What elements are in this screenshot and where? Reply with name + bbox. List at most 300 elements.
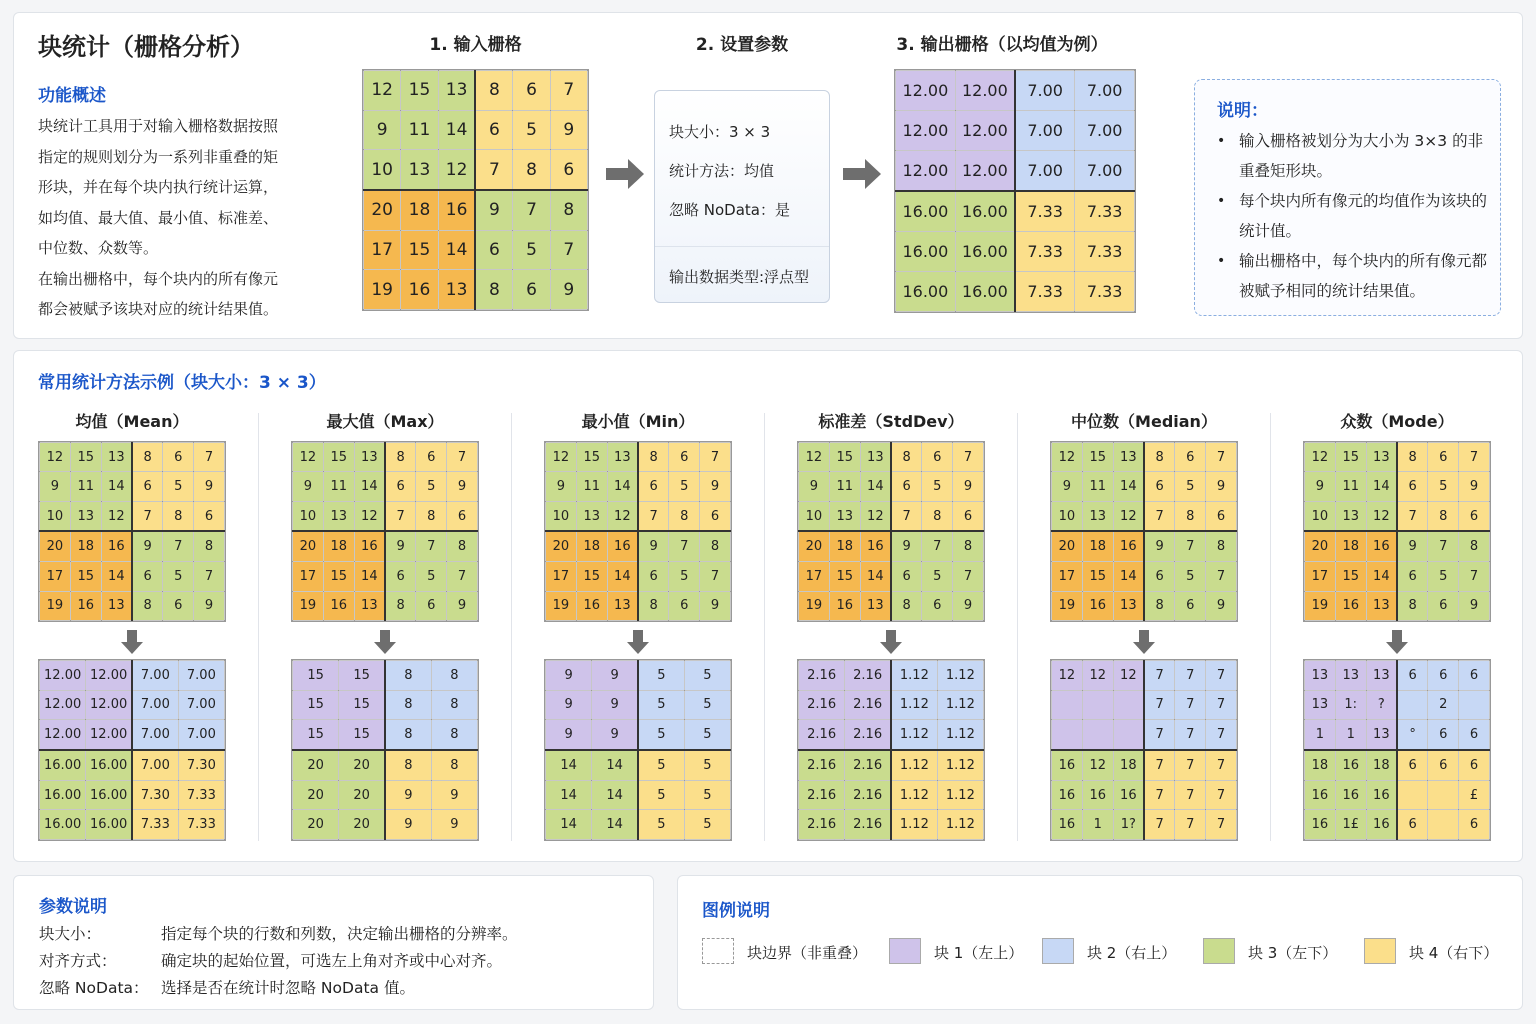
grid-cell: 10: [1305, 501, 1336, 531]
grid-row: [799, 591, 984, 620]
grid-cell: 13: [1305, 661, 1336, 691]
grid-row: [293, 690, 478, 720]
grid-cell: 9: [799, 472, 830, 501]
grid-cell: 14: [438, 110, 475, 150]
grid-cell: 17: [799, 562, 830, 591]
param-explain-heading: 参数说明: [39, 897, 107, 917]
grid-cell: 16: [1335, 780, 1366, 810]
grid-cell: 6: [1428, 720, 1459, 750]
output-raster-grid: [895, 70, 1135, 312]
grid-row: [799, 472, 984, 501]
grid-row: [799, 720, 984, 750]
grid-cell: 8: [163, 501, 194, 531]
step-input-title: 1. 输入栅格: [429, 35, 522, 55]
grid-cell: 1: [1082, 810, 1113, 840]
grid-cell: 6: [1459, 501, 1490, 531]
grid-cell: [1082, 690, 1113, 720]
grid-row: [1052, 591, 1237, 620]
grid-cell: 13: [1113, 591, 1144, 620]
grid-cell: 5: [638, 720, 684, 750]
grid-row: [364, 270, 588, 310]
grid-row: [1305, 531, 1490, 561]
grid-cell: 7: [1175, 780, 1206, 810]
grid-cell: [1113, 690, 1144, 720]
grid-cell: 17: [40, 562, 71, 591]
grid-cell: 13: [101, 443, 132, 472]
grid-cell: 1.12: [937, 661, 983, 691]
grid-cell: 13: [1113, 443, 1144, 472]
grid-cell: 6: [132, 472, 163, 501]
grid-cell: 16.00: [40, 810, 86, 840]
grid-cell: 18: [576, 531, 607, 561]
grid-cell: 9: [1397, 531, 1428, 561]
grid-row: [1305, 750, 1490, 780]
grid-row: [799, 501, 984, 531]
grid-cell: [1052, 720, 1083, 750]
grid-cell: 14: [1366, 562, 1397, 591]
grid-row: [293, 531, 478, 561]
grid-cell: 6: [385, 562, 416, 591]
grid-cell: 12.00: [40, 661, 86, 691]
grid-cell: 10: [364, 150, 401, 190]
grid-cell: 16.00: [896, 232, 956, 272]
grid-cell: ?: [1366, 690, 1397, 720]
grid-cell: 6: [922, 591, 953, 620]
grid-cell: 6: [1428, 443, 1459, 472]
legend-label: 块 4（右下）: [1409, 944, 1499, 962]
grid-cell: 8: [638, 591, 669, 620]
param-label-block-size: 块大小：: [39, 925, 102, 943]
grid-cell: 8: [431, 690, 477, 720]
parameter-box: [654, 90, 830, 303]
grid-cell: 15: [1335, 443, 1366, 472]
grid-cell: 9: [431, 780, 477, 810]
grid-row: [1052, 780, 1237, 810]
grid-cell: 5: [684, 750, 730, 780]
grid-cell: 13: [438, 71, 475, 111]
grid-cell: 7: [953, 443, 984, 472]
grid-cell: 6: [891, 472, 922, 501]
overview-description: [38, 111, 328, 325]
grid-row: [896, 110, 1135, 150]
grid-cell: 8: [447, 531, 478, 561]
grid-cell: 6: [163, 591, 194, 620]
grid-cell: 13: [438, 270, 475, 310]
grid-cell: 14: [592, 780, 638, 810]
method-title: 中位数（Median）: [1071, 412, 1217, 431]
grid-cell: 12.00: [896, 71, 956, 111]
grid-cell: 13: [1305, 690, 1336, 720]
grid-cell: 7: [447, 562, 478, 591]
grid-cell: 13: [860, 443, 891, 472]
grid-cell: £: [1459, 780, 1490, 810]
grid-cell: 8: [700, 531, 731, 561]
grid-cell: 8: [922, 501, 953, 531]
legend-swatch: [1203, 938, 1235, 964]
grid-cell: 2.16: [799, 690, 845, 720]
grid-cell: 7.33: [1015, 191, 1075, 232]
grid-cell: 7: [1175, 661, 1206, 691]
grid-cell: 12: [40, 443, 71, 472]
grid-cell: 18: [323, 531, 354, 561]
grid-row: [40, 531, 225, 561]
grid-cell: 9: [550, 270, 587, 310]
grid-cell: [1113, 720, 1144, 750]
grid-cell: 7: [1144, 690, 1175, 720]
method-title: 均值（Mean）: [75, 412, 189, 431]
grid-cell: 16: [1335, 591, 1366, 620]
grid-cell: 16: [70, 591, 101, 620]
grid-cell: 8: [513, 150, 550, 190]
grid-cell: 16: [1113, 780, 1144, 810]
grid-cell: 16: [401, 270, 438, 310]
grid-cell: 12.00: [86, 661, 132, 691]
grid-cell: 6: [416, 443, 447, 472]
grid-row: [40, 720, 225, 750]
grid-cell: 8: [669, 501, 700, 531]
grid-cell: 6: [638, 562, 669, 591]
grid-cell: 7: [447, 443, 478, 472]
grid-cell: [1082, 720, 1113, 750]
grid-cell: 2.16: [799, 720, 845, 750]
input-raster-grid: [363, 70, 588, 310]
grid-cell: 15: [293, 661, 339, 691]
grid-cell: 8: [638, 443, 669, 472]
grid-cell: 18: [1366, 750, 1397, 780]
grid-row: [1052, 690, 1237, 720]
grid-cell: 16: [323, 591, 354, 620]
grid-cell: 14: [101, 472, 132, 501]
grid-row: [546, 661, 731, 691]
grid-cell: 13: [401, 150, 438, 190]
grid-row: [293, 472, 478, 501]
grid-cell: 12: [607, 501, 638, 531]
grid-cell: 16: [576, 591, 607, 620]
grid-row: [40, 591, 225, 620]
grid-cell: 16.00: [896, 191, 956, 232]
param-text-alignment: 确定块的起始位置，可选左上角对齐或中心对齐。: [161, 952, 503, 970]
grid-cell: 13: [101, 591, 132, 620]
grid-cell: 7: [1144, 720, 1175, 750]
grid-cell: 9: [1052, 472, 1083, 501]
grid-cell: 11: [70, 472, 101, 501]
grid-row: [1305, 562, 1490, 591]
grid-cell: 8: [132, 591, 163, 620]
grid-cell: 1: [1335, 720, 1366, 750]
grid-cell: 14: [546, 810, 592, 840]
grid-cell: 7: [1144, 501, 1175, 531]
method-input-grid: [292, 442, 478, 621]
grid-row: [896, 232, 1135, 272]
grid-row: [799, 690, 984, 720]
method-input-grid: [545, 442, 731, 621]
grid-cell: 5: [1175, 562, 1206, 591]
grid-cell: 16.00: [955, 272, 1015, 312]
grid-cell: 2.16: [799, 750, 845, 780]
grid-cell: 2.16: [845, 690, 891, 720]
grid-cell: 2.16: [845, 810, 891, 840]
param-text-block-size: 指定每个块的行数和列数，决定输出栅格的分辨率。: [161, 925, 518, 943]
grid-row: [293, 562, 478, 591]
grid-cell: 7: [1144, 661, 1175, 691]
grid-cell: 13: [354, 443, 385, 472]
grid-cell: 9: [592, 720, 638, 750]
grid-cell: 7: [1459, 443, 1490, 472]
grid-cell: 7: [416, 531, 447, 561]
grid-row: [40, 501, 225, 531]
grid-cell: 8: [431, 750, 477, 780]
grid-cell: 7: [1428, 531, 1459, 561]
param-output-type: 输出数据类型:浮点型: [669, 268, 810, 286]
grid-cell: 9: [1459, 472, 1490, 501]
grid-cell: 5: [513, 230, 550, 270]
grid-cell: 16: [438, 190, 475, 230]
grid-cell: 13: [1335, 501, 1366, 531]
grid-cell: °: [1397, 720, 1428, 750]
grid-cell: 7.00: [178, 661, 224, 691]
grid-cell: 15: [1335, 562, 1366, 591]
grid-cell: 2: [1428, 690, 1459, 720]
grid-cell: 9: [1206, 591, 1237, 620]
grid-cell: 9: [891, 531, 922, 561]
grid-cell: 6: [513, 270, 550, 310]
grid-cell: 8: [891, 591, 922, 620]
grid-cell: 12: [1052, 661, 1083, 691]
grid-cell: 6: [1428, 661, 1459, 691]
grid-cell: 1?: [1113, 810, 1144, 840]
method-input-grid: [39, 442, 225, 621]
grid-cell: 7: [1206, 562, 1237, 591]
grid-cell: 8: [1397, 591, 1428, 620]
arrow-down-icon: [1386, 630, 1408, 654]
grid-cell: [1428, 780, 1459, 810]
grid-cell: 7: [1459, 562, 1490, 591]
grid-cell: 6: [550, 150, 587, 190]
grid-cell: 20: [546, 531, 577, 561]
grid-cell: [1052, 690, 1083, 720]
grid-cell: 8: [475, 71, 512, 111]
grid-cell: 9: [364, 110, 401, 150]
bullet-icon: •: [1217, 133, 1226, 149]
arrow-down-icon: [374, 630, 396, 654]
grid-cell: 7: [163, 531, 194, 561]
grid-cell: 16: [101, 531, 132, 561]
method-title: 众数（Mode）: [1340, 412, 1454, 431]
grid-cell: 8: [385, 661, 431, 691]
grid-row: [293, 443, 478, 472]
grid-cell: 7.00: [132, 750, 178, 780]
grid-cell: 6: [1459, 810, 1490, 840]
grid-cell: 7: [922, 531, 953, 561]
grid-row: [40, 810, 225, 840]
method-output-grid: [292, 660, 478, 840]
grid-cell: 12.00: [86, 690, 132, 720]
column-divider: [511, 413, 512, 841]
grid-cell: 6: [953, 501, 984, 531]
grid-cell: 12: [101, 501, 132, 531]
legend-swatch: [1364, 938, 1396, 964]
grid-cell: 7: [1175, 750, 1206, 780]
grid-cell: 15: [1082, 443, 1113, 472]
grid-cell: 5: [638, 750, 684, 780]
grid-cell: 9: [1144, 531, 1175, 561]
grid-cell: 16: [1082, 780, 1113, 810]
grid-cell: 9: [385, 531, 416, 561]
grid-cell: 14: [354, 472, 385, 501]
grid-cell: 6: [1397, 472, 1428, 501]
grid-cell: 15: [293, 690, 339, 720]
grid-cell: 6: [475, 110, 512, 150]
grid-cell: 8: [132, 443, 163, 472]
grid-cell: 9: [132, 531, 163, 561]
grid-cell: 9: [293, 472, 324, 501]
grid-cell: 7: [1175, 720, 1206, 750]
grid-cell: 8: [385, 591, 416, 620]
grid-cell: 9: [194, 591, 225, 620]
param-text-ignore-nodata: 选择是否在统计时忽略 NoData 值。: [161, 979, 415, 997]
column-divider: [1270, 413, 1271, 841]
grid-row: [40, 750, 225, 780]
grid-row: [1305, 591, 1490, 620]
grid-cell: 2.16: [845, 720, 891, 750]
grid-cell: [1459, 690, 1490, 720]
grid-cell: 1.12: [937, 750, 983, 780]
grid-cell: 17: [364, 230, 401, 270]
grid-row: [293, 810, 478, 840]
grid-cell: 12.00: [896, 110, 956, 150]
grid-row: [1052, 472, 1237, 501]
grid-cell: 2.16: [799, 780, 845, 810]
grid-cell: 9: [40, 472, 71, 501]
grid-cell: 12: [860, 501, 891, 531]
grid-cell: 6: [194, 501, 225, 531]
grid-cell: 1.12: [891, 750, 937, 780]
method-title: 最小值（Min）: [581, 412, 695, 431]
grid-cell: 8: [1144, 443, 1175, 472]
grid-cell: 14: [438, 230, 475, 270]
grid-cell: 13: [607, 591, 638, 620]
grid-row: [40, 690, 225, 720]
legend-panel: [677, 875, 1523, 1010]
grid-cell: 7.00: [1015, 71, 1075, 111]
grid-cell: 7: [513, 190, 550, 230]
grid-cell: 5: [922, 562, 953, 591]
grid-cell: 9: [700, 591, 731, 620]
grid-cell: 14: [1113, 472, 1144, 501]
grid-row: [546, 531, 731, 561]
grid-cell: 10: [546, 501, 577, 531]
grid-cell: 9: [1305, 472, 1336, 501]
grid-cell: 5: [669, 562, 700, 591]
grid-cell: 8: [431, 661, 477, 691]
grid-cell: 1.12: [937, 720, 983, 750]
grid-cell: 19: [40, 591, 71, 620]
parameter-explanation-panel: [13, 875, 654, 1010]
grid-cell: 19: [546, 591, 577, 620]
grid-row: [896, 150, 1135, 191]
grid-cell: 11: [401, 110, 438, 150]
grid-cell: 1£: [1335, 810, 1366, 840]
grid-row: [1052, 750, 1237, 780]
grid-cell: 20: [799, 531, 830, 561]
grid-cell: 13: [354, 591, 385, 620]
grid-cell: 7.33: [1015, 272, 1075, 312]
grid-row: [1052, 720, 1237, 750]
grid-cell: 11: [323, 472, 354, 501]
grid-cell: 15: [576, 443, 607, 472]
grid-cell: 7: [1175, 531, 1206, 561]
grid-cell: 19: [293, 591, 324, 620]
grid-cell: 5: [513, 110, 550, 150]
note-item-text: 每个块内所有像元的均值作为该块的统计值。: [1239, 192, 1488, 240]
grid-row: [1052, 443, 1237, 472]
grid-cell: 16.00: [40, 750, 86, 780]
grid-cell: 6: [1144, 472, 1175, 501]
grid-cell: 15: [339, 690, 385, 720]
page-title: 块统计（栅格分析）: [38, 33, 254, 61]
grid-cell: 12: [1113, 661, 1144, 691]
bullet-icon: •: [1217, 253, 1226, 269]
grid-cell: 16: [1366, 780, 1397, 810]
grid-cell: 13: [829, 501, 860, 531]
grid-cell: 7.33: [178, 810, 224, 840]
grid-cell: 9: [953, 591, 984, 620]
grid-cell: 9: [550, 110, 587, 150]
note-item-text: 输入栅格被划分为大小为 3×3 的非重叠矩形块。: [1239, 132, 1484, 180]
grid-cell: 9: [546, 661, 592, 691]
grid-cell: 7: [132, 501, 163, 531]
grid-cell: 14: [101, 562, 132, 591]
grid-cell: 7: [1397, 501, 1428, 531]
grid-cell: 12: [438, 150, 475, 190]
grid-cell: 7: [550, 230, 587, 270]
grid-row: [364, 230, 588, 270]
grid-cell: 14: [607, 472, 638, 501]
grid-row: [364, 190, 588, 230]
arrow-down-icon: [1133, 630, 1155, 654]
grid-cell: 8: [194, 531, 225, 561]
grid-cell: 9: [447, 472, 478, 501]
grid-row: [1052, 501, 1237, 531]
grid-cell: 18: [70, 531, 101, 561]
grid-cell: 20: [339, 810, 385, 840]
grid-cell: 8: [1175, 501, 1206, 531]
grid-cell: 20: [293, 750, 339, 780]
method-output-grid: [1304, 660, 1490, 840]
column-divider: [764, 413, 765, 841]
method-output-grid: [798, 660, 984, 840]
methods-panel: [13, 350, 1523, 862]
param-label-alignment: 对齐方式：: [39, 952, 117, 970]
grid-cell: 1.12: [937, 780, 983, 810]
param-block-size: 块大小：3 × 3: [669, 123, 771, 141]
grid-cell: 12.00: [955, 110, 1015, 150]
grid-cell: 5: [638, 690, 684, 720]
grid-cell: 1.12: [891, 720, 937, 750]
grid-cell: 9: [1459, 591, 1490, 620]
grid-cell: 5: [684, 690, 730, 720]
grid-cell: 7: [891, 501, 922, 531]
grid-cell: 16: [1052, 750, 1083, 780]
grid-cell: 6: [1175, 591, 1206, 620]
method-title: 标准差（StdDev）: [818, 412, 964, 431]
grid-cell: 15: [401, 230, 438, 270]
grid-row: [1305, 810, 1490, 840]
grid-cell: 9: [546, 472, 577, 501]
workflow-panel: [13, 12, 1523, 339]
grid-cell: 14: [860, 472, 891, 501]
grid-cell: 20: [293, 810, 339, 840]
